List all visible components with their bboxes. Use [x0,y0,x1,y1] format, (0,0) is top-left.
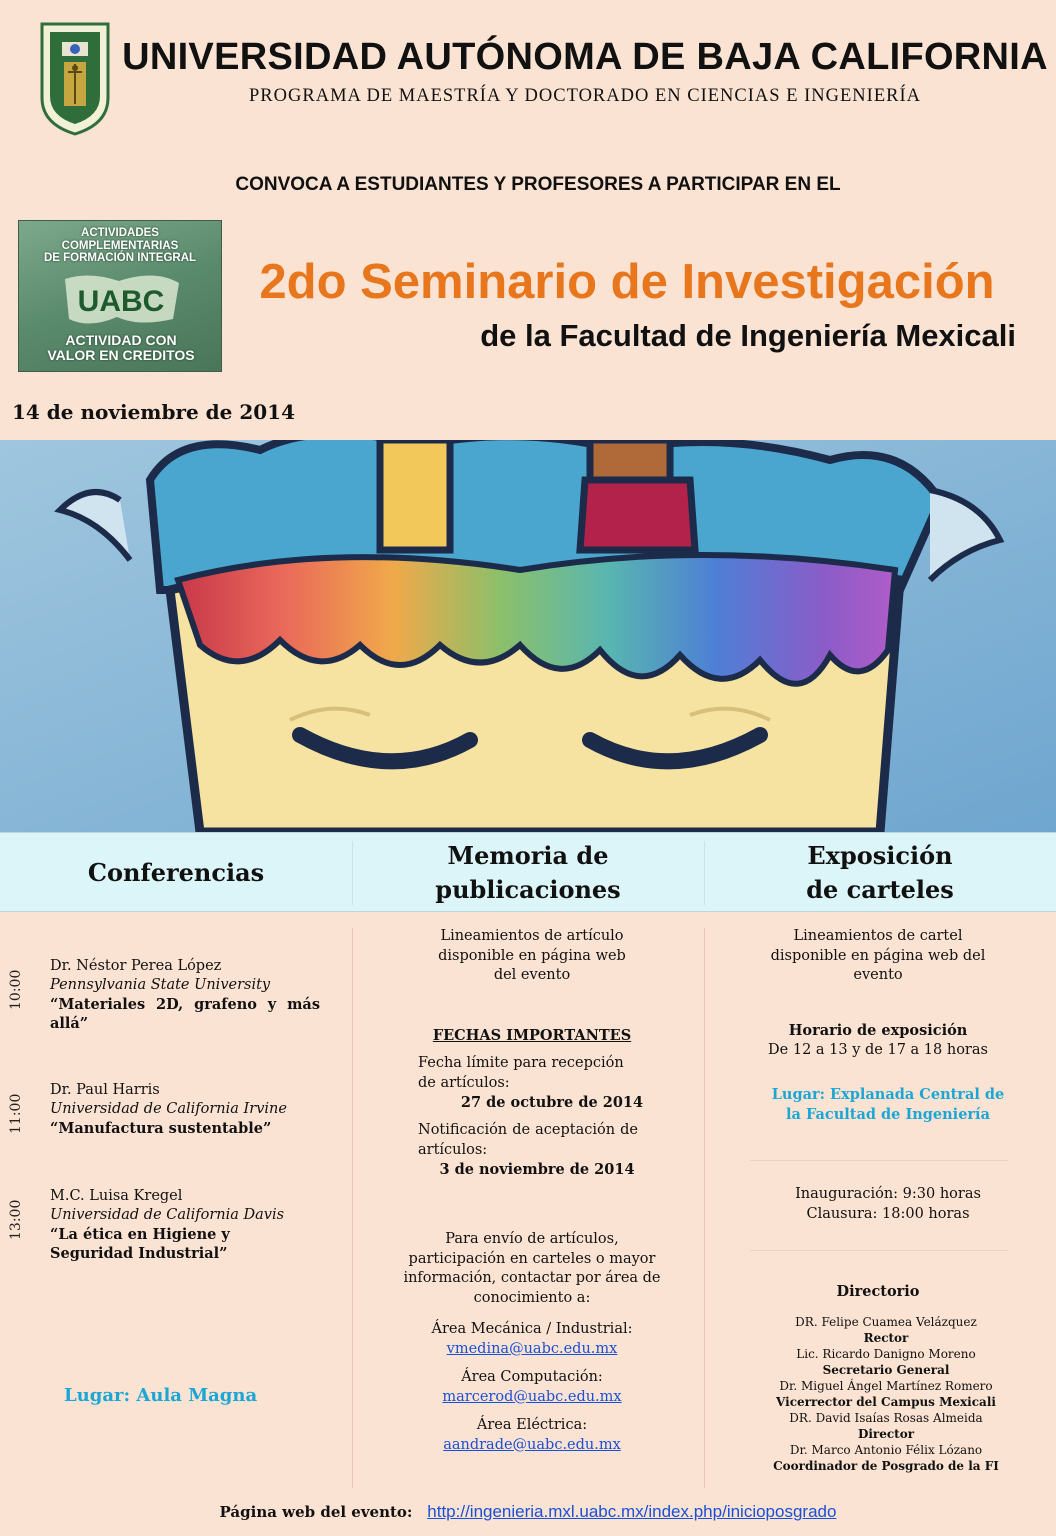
deadline-label: Fecha límite para recepción de artículos: [418,1055,624,1091]
badge-line: ACTIVIDADES [81,227,159,239]
talk-item [50,957,320,1033]
notice-label: Notificación de aceptación de artículos: [418,1122,638,1158]
email-link-computacion[interactable]: marcerod@uabc.edu.mx [442,1388,622,1405]
exhibition-schedule [710,1021,1046,1060]
divider [750,1250,1008,1251]
credit-activity-badge [18,220,222,372]
footer-label: Página web del evento: [219,1503,413,1521]
header-conferencias: Conferencias [87,858,265,887]
program-subtitle: PROGRAMA DE MAESTRÍA Y DOCTORADO EN CIENCIAS E INGENIERÍA [249,86,921,106]
directory-role: Secretario General [822,1363,950,1377]
closing-time: Clausura: 18:00 horas [806,1205,970,1222]
badge-line: ACTIVIDAD CON [65,332,177,348]
talk-title: “Manufactura sustentable” [50,1120,272,1137]
directory-role: Rector [863,1331,909,1345]
poster-location: Lugar: Explanada Central de la Facultad de Ingeniería [771,1086,1005,1123]
badge-bottom-text [23,333,219,363]
opening-closing [710,1185,1056,1224]
deadline-date: 27 de octubre de 2014 [460,1094,644,1111]
area-label: Área Computación: [461,1369,603,1385]
contact-info: Para envío de artículos, participación en carteles o mayor información, contactar por área de conocimiento a: [403,1231,661,1306]
colorful-head-illustration [0,440,1056,832]
area-label: Área Mecánica / Industrial: [431,1321,633,1337]
talk-title: “Materiales 2D, grafeno y más allá” [50,996,320,1032]
column-header-band [0,832,1056,912]
event-subtitle: de la Facultad de Ingeniería Mexicali [480,318,1016,353]
talk-time: 13:00 [8,1199,24,1240]
directory-name: Lic. Ricardo Danigno Moreno [796,1347,976,1361]
divider [750,1160,1008,1161]
column-divider [352,928,353,1488]
directory-list [716,1314,1056,1474]
directory-role: Coordinador de Posgrado de la FI [773,1459,999,1473]
directory-role: Director [857,1427,915,1441]
talk-item [50,1187,285,1263]
uabc-logo-icon [59,271,183,329]
speaker-university: Pennsylvania State University [50,977,271,993]
talk-item [50,1081,320,1138]
university-shield-logo [38,20,112,138]
poster-guidelines: Lineamientos de cartel disponible en página web del evento [770,928,986,983]
schedule-heading: Horario de exposición [788,1022,968,1039]
badge-line: VALOR EN CREDITOS [47,347,195,363]
university-title: UNIVERSIDAD AUTÓNOMA DE BAJA CALIFORNIA [122,36,1048,78]
directory-name: Dr. Marco Antonio Félix Lózano [789,1443,983,1457]
article-guidelines: Lineamientos de artículo disponible en página web del evento [438,928,626,983]
directory-name: Dr. Miguel Ángel Martínez Romero [779,1379,993,1393]
email-link-mecanica[interactable]: vmedina@uabc.edu.mx [446,1340,618,1357]
speaker-name: Dr. Paul Harris [50,1082,160,1098]
talk-time: 10:00 [8,969,24,1010]
important-dates-heading: FECHAS IMPORTANTES [432,1027,632,1044]
email-link-electrica[interactable]: aandrade@uabc.edu.mx [443,1436,621,1453]
speaker-university: Universidad de California Irvine [50,1101,287,1117]
directory-name: DR. David Isaías Rosas Almeida [789,1411,983,1425]
notice-date: 3 de noviembre de 2014 [439,1161,635,1178]
directory-role: Vicerrector del Campus Mexicali [776,1395,996,1409]
speaker-university: Universidad de California Davis [50,1207,285,1223]
speaker-name: Dr. Néstor Perea López [50,958,222,974]
badge-brand: UABC [77,285,165,318]
event-website-link[interactable]: http://ingenieria.mxl.uabc.mx/index.php/inicioposgrado [427,1502,837,1521]
directory-heading: Directorio [836,1283,920,1300]
call-text: CONVOCA A ESTUDIANTES Y PROFESORES A PARTICIPAR EN EL [235,174,841,195]
opening-time: Inauguración: 9:30 horas [795,1186,981,1202]
area-label: Área Eléctrica: [476,1417,588,1433]
contact-area [362,1416,702,1455]
event-title: 2do Seminario de Investigación [259,255,995,309]
contact-area [362,1320,702,1359]
contact-area [362,1368,702,1407]
footer [0,1502,1056,1522]
conference-location: Lugar: Aula Magna [64,1385,258,1406]
badge-line: COMPLEMENTARIAS [61,239,179,252]
talk-title: “La ética en Higiene y Seguridad Industrial” [50,1226,230,1262]
header-memoria: Memoria de publicaciones [435,841,621,904]
schedule-hours: De 12 a 13 y de 17 a 18 horas [768,1041,988,1058]
talk-time: 11:00 [8,1093,24,1134]
directory-name: DR. Felipe Cuamea Velázquez [795,1315,977,1329]
event-date: 14 de noviembre de 2014 [12,400,295,424]
speaker-name: M.C. Luisa Kregel [50,1188,183,1204]
header-exposicion: Exposición de carteles [806,841,954,904]
badge-line: DE FORMACIÓN INTEGRAL [43,252,197,264]
column-divider [704,928,705,1488]
badge-top-text [19,227,221,265]
